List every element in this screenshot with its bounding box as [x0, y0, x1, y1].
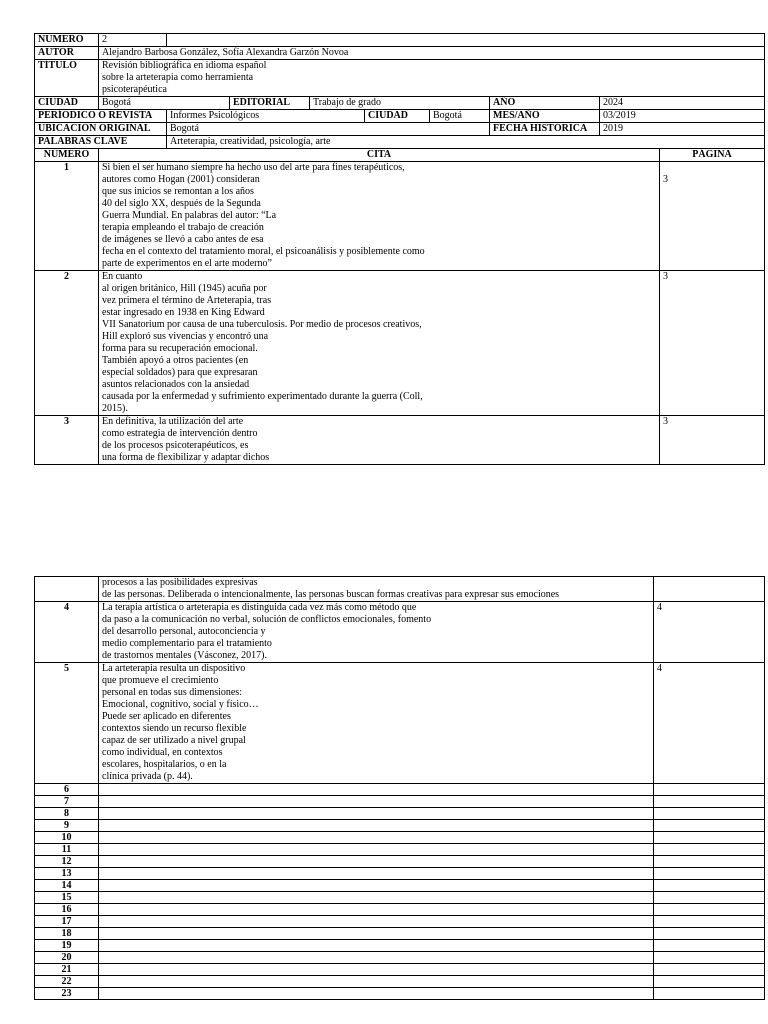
ubicacion-row	[35, 123, 765, 136]
cita-line: como individual, en contextos	[102, 747, 223, 758]
row-pagina	[654, 940, 765, 952]
row-number: 11	[35, 844, 99, 856]
cita-line: como estrategia de intervención dentro	[102, 428, 258, 439]
titulo-value: Revisión bibliográfica en idioma español sobre la arteterapia como herramienta psicoterapéutica	[99, 60, 765, 97]
autor-label: AUTOR	[35, 47, 99, 60]
cita-line: asuntos relacionados con la ansiedad	[102, 379, 250, 390]
empty-row	[35, 784, 765, 796]
cita-line: de imágenes se llevó a cabo antes de esa	[102, 234, 264, 245]
cita-line: VII Sanatorium por causa de una tuberculosis. Por medio de procesos creativos,	[102, 319, 422, 330]
cita-line: personal en todas sus dimensiones:	[102, 687, 242, 698]
row-number: 2	[35, 271, 99, 416]
col-pagina-header: PÁGINA	[660, 149, 765, 162]
numero-row	[35, 34, 765, 47]
numero-value: 2	[99, 34, 167, 47]
row-cita	[99, 577, 654, 602]
editorial-value: Trabajo de grado	[310, 97, 490, 110]
row-pagina	[654, 952, 765, 964]
row-number: 6	[35, 784, 99, 796]
row-pagina	[654, 808, 765, 820]
citation-table-page-2	[34, 576, 765, 1000]
row-pagina	[654, 856, 765, 868]
table-row	[35, 602, 765, 663]
cita-line: capaz de ser utilizado a nivel grupal	[102, 735, 246, 746]
row-number: 23	[35, 988, 99, 1000]
empty-row	[35, 868, 765, 880]
cita-line: terapia empleando el trabajo de creación	[102, 222, 264, 233]
row-pagina	[654, 880, 765, 892]
cita-line: del desarrollo personal, autoconciencia y	[102, 626, 266, 637]
empty-row	[35, 808, 765, 820]
row-cita	[99, 416, 660, 465]
row-pagina	[654, 964, 765, 976]
row-cita	[99, 832, 654, 844]
ciudad-label: CIUDAD	[35, 97, 99, 110]
table-row	[35, 416, 765, 465]
cita-line: estar ingresado en 1938 en King Edward	[102, 307, 265, 318]
row-cita	[99, 663, 654, 784]
cita-line: La arteterapia resulta un dispositivo	[102, 663, 246, 674]
empty-row	[35, 988, 765, 1000]
cita-line: En definitiva, la utilización del arte	[102, 416, 244, 427]
row-pagina	[654, 796, 765, 808]
palabras-value: Arteterapia, creatividad, psicología, arte	[167, 136, 765, 149]
table-row	[35, 271, 765, 416]
cita-line: Guerra Mundial. En palabras del autor: “La	[102, 210, 277, 221]
editorial-label: EDITORIAL	[230, 97, 310, 110]
row-cita	[99, 856, 654, 868]
row-number: 3	[35, 416, 99, 465]
row-pagina	[654, 916, 765, 928]
row-pagina	[654, 577, 765, 602]
row-pagina	[654, 976, 765, 988]
numero-label: NÚMERO	[35, 34, 99, 47]
mesano-value: 03/2019	[600, 110, 765, 123]
row-cita	[99, 844, 654, 856]
row-cita	[99, 988, 654, 1000]
row-pagina: 3	[660, 271, 765, 416]
row-cita	[99, 820, 654, 832]
cita-line: que promueve el crecimiento	[102, 675, 219, 686]
table-row	[35, 577, 765, 602]
row-cita	[99, 964, 654, 976]
cita-line: La terapia artística o arteterapia es distinguida cada vez más como método que	[102, 602, 417, 613]
ciudad-value: Bogotá	[99, 97, 230, 110]
row-pagina	[654, 844, 765, 856]
empty-row	[35, 832, 765, 844]
ano-label: AÑO	[490, 97, 600, 110]
cita-line: contextos siendo un recurso flexible	[102, 723, 247, 734]
ciudad-row	[35, 97, 765, 110]
row-number: 19	[35, 940, 99, 952]
periodico-row	[35, 110, 765, 123]
row-number: 12	[35, 856, 99, 868]
cita-line: Emocional, cognitivo, social y físico…	[102, 699, 259, 710]
row-cita	[99, 976, 654, 988]
row-number: 7	[35, 796, 99, 808]
row-number: 21	[35, 964, 99, 976]
cita-line: 40 del siglo XX, después de la Segunda	[102, 198, 261, 209]
cita-line: También apoyó a otros pacientes (en	[102, 355, 249, 366]
row-pagina: 3	[660, 162, 765, 271]
empty-row	[35, 952, 765, 964]
ciudad2-value: Bogotá	[430, 110, 490, 123]
row-cita	[99, 952, 654, 964]
row-number: 17	[35, 916, 99, 928]
row-pagina	[654, 820, 765, 832]
cita-line: que sus inicios se remontan a los años	[102, 186, 254, 197]
ubicacion-value: Bogotá	[167, 123, 490, 136]
cita-line: procesos a las posibilidades expresivas	[102, 577, 258, 588]
row-cita	[99, 904, 654, 916]
cita-line: de las personas. Deliberada o intencionalmente, las personas buscan formas creativas para expresar sus emociones	[102, 589, 560, 600]
row-cita	[99, 928, 654, 940]
col-numero-header: NÚMERO	[35, 149, 99, 162]
row-number: 14	[35, 880, 99, 892]
fecha-label: FECHA HISTÓRICA	[490, 123, 600, 136]
titulo-row	[35, 60, 765, 97]
cita-line: En cuanto	[102, 271, 143, 282]
row-number: 10	[35, 832, 99, 844]
cita-line: Hill exploró sus vivencias y encontró una	[102, 331, 269, 342]
citation-table-page-1	[34, 33, 765, 465]
periodico-label: PERÍODICO O REVISTA	[35, 110, 167, 123]
row-pagina: 4	[654, 602, 765, 663]
empty-row	[35, 796, 765, 808]
row-number: 5	[35, 663, 99, 784]
row-number: 8	[35, 808, 99, 820]
empty-row	[35, 904, 765, 916]
row-cita	[99, 916, 654, 928]
row-cita	[99, 602, 654, 663]
row-pagina	[654, 928, 765, 940]
row-pagina	[654, 784, 765, 796]
empty-row	[35, 844, 765, 856]
ubicacion-label: UBICACIÓN ORIGINAL	[35, 123, 167, 136]
empty-row	[35, 892, 765, 904]
row-pagina: 3	[660, 416, 765, 465]
row-number: 16	[35, 904, 99, 916]
row-cita	[99, 162, 660, 271]
cita-line: escolares, hospitalarios, o en la	[102, 759, 227, 770]
autor-row	[35, 47, 765, 60]
cita-line: autores como Hogan (2001) consideran	[102, 174, 260, 185]
empty-row	[35, 880, 765, 892]
cita-line: da paso a la comunicación no verbal, solución de conflictos emocionales, fomento	[102, 614, 432, 625]
cita-line: fecha en el contexto del tratamiento moral, el psicoanálisis y posiblemente como	[102, 246, 425, 257]
cita-line: causada por la enfermedad y sufrimiento experimentado durante la guerra (Coll,	[102, 391, 423, 402]
fecha-value: 2019	[600, 123, 765, 136]
row-number	[35, 577, 99, 602]
palabras-row	[35, 136, 765, 149]
row-pagina	[654, 892, 765, 904]
row-pagina: 4	[654, 663, 765, 784]
cita-line: parte de experimentos en el arte moderno”	[102, 258, 272, 269]
ciudad2-label: CIUDAD	[365, 110, 430, 123]
row-cita	[99, 784, 654, 796]
row-cita	[99, 271, 660, 416]
table-row	[35, 663, 765, 784]
row-cita	[99, 940, 654, 952]
cita-line: vez primera el término de Arteterapia, tras	[102, 295, 272, 306]
cita-line: 2015).	[102, 403, 128, 414]
cita-line: medio complementario para el tratamiento	[102, 638, 272, 649]
cita-line: Si bien el ser humano siempre ha hecho uso del arte para fines terapéuticos,	[102, 162, 405, 173]
empty-row	[35, 928, 765, 940]
titulo-label: TÍTULO	[35, 60, 99, 97]
row-pagina	[654, 904, 765, 916]
autor-value: Alejandro Barbosa González, Sofía Alexandra Garzón Novoa	[99, 47, 765, 60]
empty-row	[35, 856, 765, 868]
cita-line: Puede ser aplicado en diferentes	[102, 711, 231, 722]
column-header-row	[35, 149, 765, 162]
row-number: 4	[35, 602, 99, 663]
table-row	[35, 162, 765, 271]
empty-row	[35, 940, 765, 952]
empty-row	[35, 976, 765, 988]
empty-row	[35, 916, 765, 928]
cita-line: forma para su recuperación emocional.	[102, 343, 258, 354]
cita-line: una forma de flexibilizar y adaptar dichos	[102, 452, 270, 463]
row-number: 22	[35, 976, 99, 988]
row-cita	[99, 796, 654, 808]
row-cita	[99, 868, 654, 880]
row-cita	[99, 808, 654, 820]
row-cita	[99, 880, 654, 892]
empty-row	[35, 820, 765, 832]
row-pagina	[654, 988, 765, 1000]
row-pagina	[654, 832, 765, 844]
ano-value: 2024	[600, 97, 765, 110]
row-number: 13	[35, 868, 99, 880]
row-number: 15	[35, 892, 99, 904]
row-number: 9	[35, 820, 99, 832]
row-number: 20	[35, 952, 99, 964]
cita-line: especial soldados) para que expresaran	[102, 367, 258, 378]
cita-line: clínica privada (p. 44).	[102, 771, 193, 782]
row-pagina	[654, 868, 765, 880]
row-number: 18	[35, 928, 99, 940]
row-number: 1	[35, 162, 99, 271]
mesano-label: MES/AÑO	[490, 110, 600, 123]
empty-row	[35, 964, 765, 976]
cita-line: de trastornos mentales (Vásconez, 2017).	[102, 650, 267, 661]
palabras-label: PALABRAS CLAVE	[35, 136, 167, 149]
col-cita-header: CITA	[99, 149, 660, 162]
cita-line: al origen británico, Hill (1945) acuña por	[102, 283, 267, 294]
cita-line: de los procesos psicoterapéuticos, es	[102, 440, 249, 451]
row-cita	[99, 892, 654, 904]
periodico-value: Informes Psicológicos	[167, 110, 365, 123]
